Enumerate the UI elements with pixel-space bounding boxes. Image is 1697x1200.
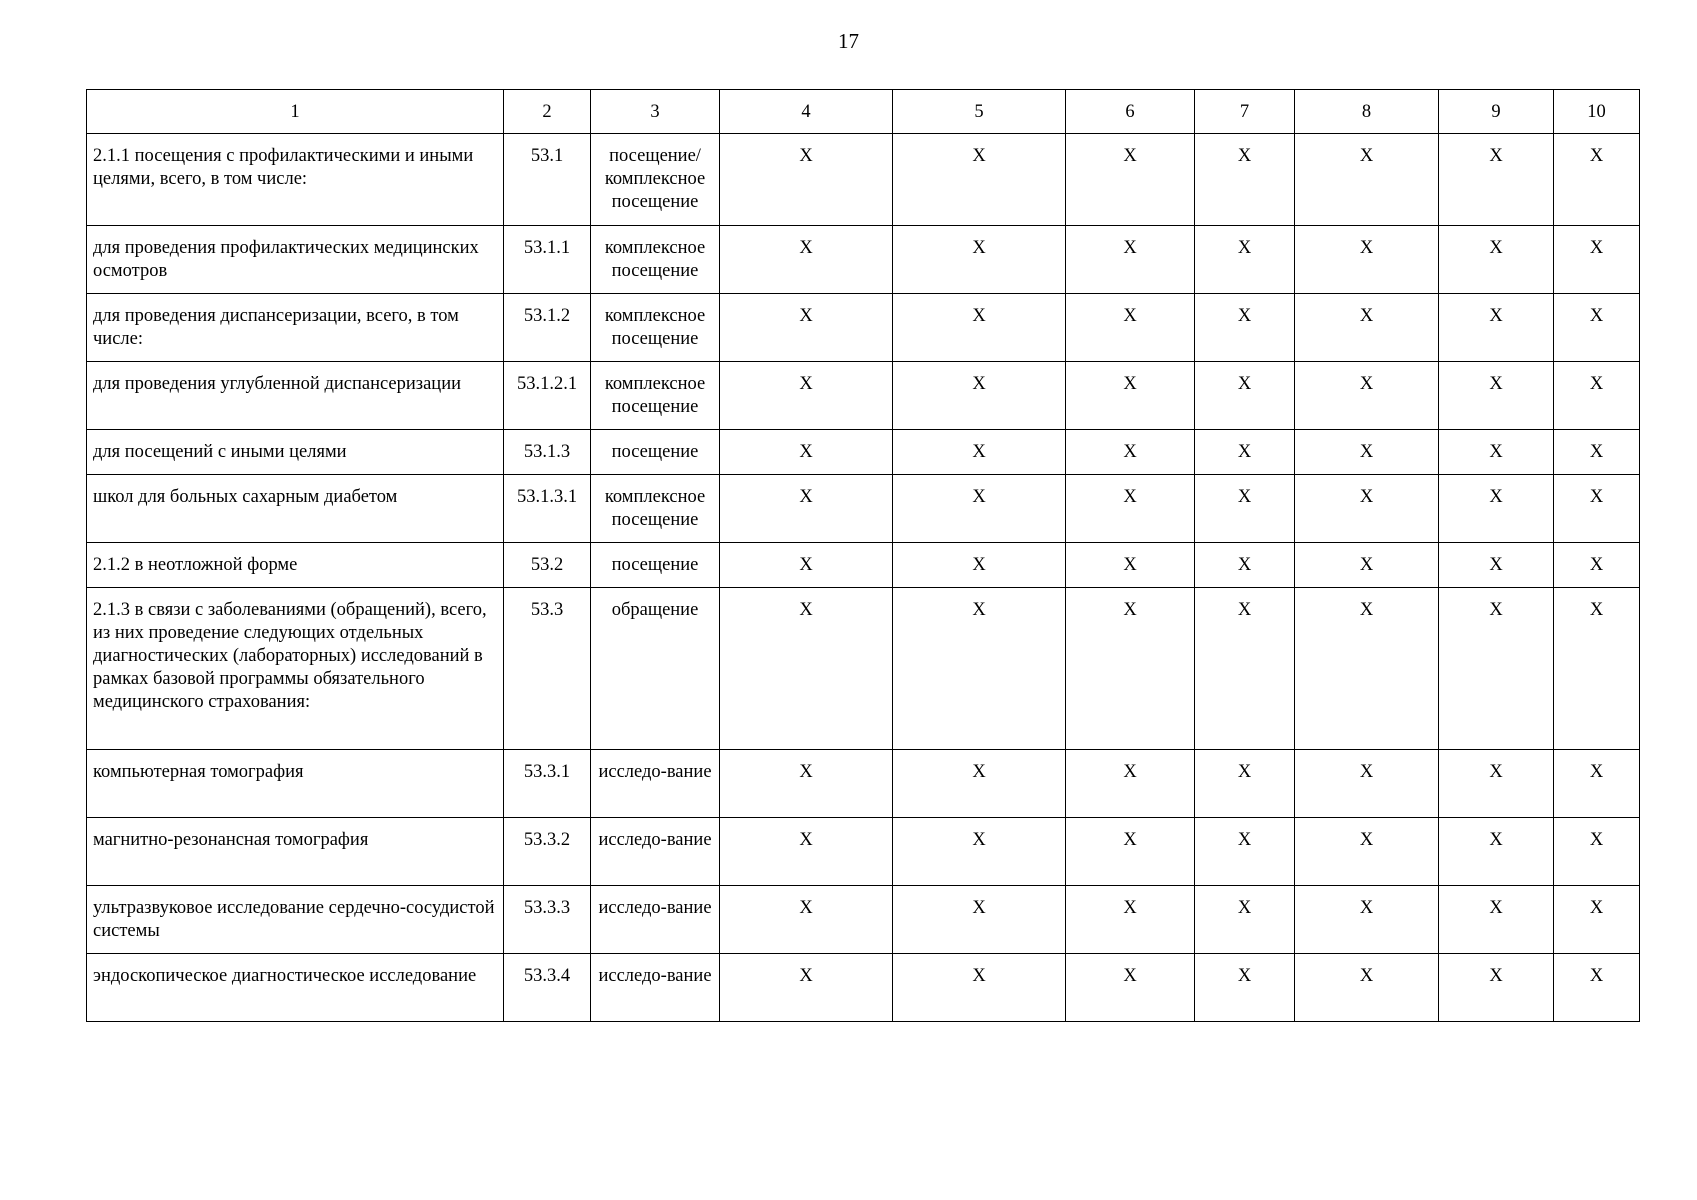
x-mark-cell: X: [1439, 818, 1554, 886]
x-mark-cell: X: [1439, 226, 1554, 294]
x-mark-cell: X: [1439, 362, 1554, 430]
row-code-cell: 53.3.1: [504, 750, 591, 818]
x-mark-cell: X: [1195, 134, 1295, 226]
x-mark-cell: X: [1439, 134, 1554, 226]
x-mark-cell: X: [1195, 588, 1295, 750]
x-mark-cell: X: [720, 954, 893, 1022]
x-mark-cell: X: [1554, 430, 1640, 475]
row-code-cell: 53.3.2: [504, 818, 591, 886]
x-mark-cell: X: [893, 294, 1066, 362]
x-mark-cell: X: [720, 543, 893, 588]
x-mark-cell: X: [1554, 588, 1640, 750]
row-unit-cell: исследо-вание: [591, 886, 720, 954]
row-unit-cell: комплексное посещение: [591, 362, 720, 430]
x-mark-cell: X: [893, 588, 1066, 750]
x-mark-cell: X: [1295, 588, 1439, 750]
x-mark-cell: X: [1439, 543, 1554, 588]
x-mark-cell: X: [1195, 750, 1295, 818]
column-header: 4: [720, 90, 893, 134]
row-code-cell: 53.1.3.1: [504, 475, 591, 543]
row-code-cell: 53.1.2.1: [504, 362, 591, 430]
row-name-cell: ультразвуковое исследование сердечно-сосудистой системы: [87, 886, 504, 954]
row-name-cell: компьютерная томография: [87, 750, 504, 818]
x-mark-cell: X: [1554, 134, 1640, 226]
x-mark-cell: X: [720, 818, 893, 886]
column-header: 10: [1554, 90, 1640, 134]
x-mark-cell: X: [720, 134, 893, 226]
x-mark-cell: X: [893, 362, 1066, 430]
row-code-cell: 53.3: [504, 588, 591, 750]
x-mark-cell: X: [1066, 294, 1195, 362]
row-name-cell: для проведения углубленной диспансеризации: [87, 362, 504, 430]
x-mark-cell: X: [1295, 954, 1439, 1022]
table-row: [87, 294, 1640, 362]
x-mark-cell: X: [893, 226, 1066, 294]
x-mark-cell: X: [893, 750, 1066, 818]
table-header: [87, 90, 1640, 134]
row-name-cell: для проведения диспансеризации, всего, в том числе:: [87, 294, 504, 362]
row-name-cell: 2.1.2 в неотложной форме: [87, 543, 504, 588]
x-mark-cell: X: [1439, 954, 1554, 1022]
x-mark-cell: X: [720, 362, 893, 430]
x-mark-cell: X: [1295, 134, 1439, 226]
x-mark-cell: X: [1554, 954, 1640, 1022]
x-mark-cell: X: [720, 475, 893, 543]
row-code-cell: 53.2: [504, 543, 591, 588]
x-mark-cell: X: [1554, 294, 1640, 362]
row-code-cell: 53.1.3: [504, 430, 591, 475]
x-mark-cell: X: [1066, 886, 1195, 954]
row-unit-cell: посещение: [591, 543, 720, 588]
row-unit-cell: обращение: [591, 588, 720, 750]
x-mark-cell: X: [1295, 886, 1439, 954]
x-mark-cell: X: [1554, 226, 1640, 294]
x-mark-cell: X: [893, 818, 1066, 886]
row-name-cell: для посещений с иными целями: [87, 430, 504, 475]
x-mark-cell: X: [1195, 475, 1295, 543]
x-mark-cell: X: [1439, 588, 1554, 750]
x-mark-cell: X: [720, 588, 893, 750]
column-header: 2: [504, 90, 591, 134]
table-row: [87, 886, 1640, 954]
x-mark-cell: X: [1195, 818, 1295, 886]
x-mark-cell: X: [1195, 886, 1295, 954]
x-mark-cell: X: [1295, 750, 1439, 818]
table-row: [87, 543, 1640, 588]
table-row: [87, 134, 1640, 226]
column-number-row: [87, 90, 1640, 134]
row-code-cell: 53.3.3: [504, 886, 591, 954]
column-header: 6: [1066, 90, 1195, 134]
row-unit-cell: комплексное посещение: [591, 226, 720, 294]
x-mark-cell: X: [1066, 543, 1195, 588]
x-mark-cell: X: [1295, 362, 1439, 430]
table-row: [87, 226, 1640, 294]
column-header: 7: [1195, 90, 1295, 134]
x-mark-cell: X: [1295, 475, 1439, 543]
column-header: 9: [1439, 90, 1554, 134]
table-body: [87, 134, 1640, 1022]
row-name-cell: эндоскопическое диагностическое исследование: [87, 954, 504, 1022]
data-table: [86, 89, 1640, 1022]
x-mark-cell: X: [1195, 543, 1295, 588]
x-mark-cell: X: [720, 226, 893, 294]
x-mark-cell: X: [1295, 543, 1439, 588]
x-mark-cell: X: [1195, 430, 1295, 475]
x-mark-cell: X: [1554, 818, 1640, 886]
page-number: 17: [838, 29, 859, 53]
x-mark-cell: X: [720, 886, 893, 954]
x-mark-cell: X: [1439, 294, 1554, 362]
row-unit-cell: комплексное посещение: [591, 294, 720, 362]
x-mark-cell: X: [1195, 294, 1295, 362]
row-unit-cell: исследо-вание: [591, 954, 720, 1022]
x-mark-cell: X: [1195, 362, 1295, 430]
column-header: 8: [1295, 90, 1439, 134]
x-mark-cell: X: [1295, 294, 1439, 362]
x-mark-cell: X: [1439, 475, 1554, 543]
row-unit-cell: посещение/ комплексное посещение: [591, 134, 720, 226]
x-mark-cell: X: [1295, 818, 1439, 886]
x-mark-cell: X: [1554, 362, 1640, 430]
table-row: [87, 750, 1640, 818]
table-row: [87, 430, 1640, 475]
x-mark-cell: X: [1554, 886, 1640, 954]
x-mark-cell: X: [720, 430, 893, 475]
table-row: [87, 362, 1640, 430]
x-mark-cell: X: [893, 475, 1066, 543]
x-mark-cell: X: [1066, 954, 1195, 1022]
x-mark-cell: X: [1554, 750, 1640, 818]
x-mark-cell: X: [893, 543, 1066, 588]
x-mark-cell: X: [1195, 954, 1295, 1022]
row-code-cell: 53.3.4: [504, 954, 591, 1022]
x-mark-cell: X: [893, 134, 1066, 226]
x-mark-cell: X: [1066, 430, 1195, 475]
row-name-cell: для проведения профилактических медицинских осмотров: [87, 226, 504, 294]
x-mark-cell: X: [893, 886, 1066, 954]
column-header: 1: [87, 90, 504, 134]
x-mark-cell: X: [1295, 430, 1439, 475]
x-mark-cell: X: [1554, 475, 1640, 543]
row-unit-cell: посещение: [591, 430, 720, 475]
column-header: 5: [893, 90, 1066, 134]
x-mark-cell: X: [1066, 134, 1195, 226]
x-mark-cell: X: [1554, 543, 1640, 588]
table-row: [87, 818, 1640, 886]
row-name-cell: 2.1.3 в связи с заболеваниями (обращений), всего, из них проведение следующих отдельных диагностических (лабораторных) исследований в рамках базовой программы обязательного медицинского страхования:: [87, 588, 504, 750]
x-mark-cell: X: [1066, 588, 1195, 750]
x-mark-cell: X: [720, 750, 893, 818]
row-unit-cell: комплексное посещение: [591, 475, 720, 543]
row-name-cell: 2.1.1 посещения с профилактическими и иными целями, всего, в том числе:: [87, 134, 504, 226]
x-mark-cell: X: [1439, 750, 1554, 818]
table-row: [87, 475, 1640, 543]
x-mark-cell: X: [1295, 226, 1439, 294]
x-mark-cell: X: [1066, 362, 1195, 430]
x-mark-cell: X: [1066, 226, 1195, 294]
x-mark-cell: X: [893, 430, 1066, 475]
row-code-cell: 53.1: [504, 134, 591, 226]
x-mark-cell: X: [1066, 475, 1195, 543]
x-mark-cell: X: [893, 954, 1066, 1022]
column-header: 3: [591, 90, 720, 134]
x-mark-cell: X: [1195, 226, 1295, 294]
x-mark-cell: X: [1439, 430, 1554, 475]
x-mark-cell: X: [720, 294, 893, 362]
table-row: [87, 588, 1640, 750]
x-mark-cell: X: [1439, 886, 1554, 954]
row-code-cell: 53.1.1: [504, 226, 591, 294]
row-name-cell: магнитно-резонансная томография: [87, 818, 504, 886]
x-mark-cell: X: [1066, 818, 1195, 886]
row-unit-cell: исследо-вание: [591, 818, 720, 886]
x-mark-cell: X: [1066, 750, 1195, 818]
row-name-cell: школ для больных сахарным диабетом: [87, 475, 504, 543]
table-row: [87, 954, 1640, 1022]
row-unit-cell: исследо-вание: [591, 750, 720, 818]
row-code-cell: 53.1.2: [504, 294, 591, 362]
